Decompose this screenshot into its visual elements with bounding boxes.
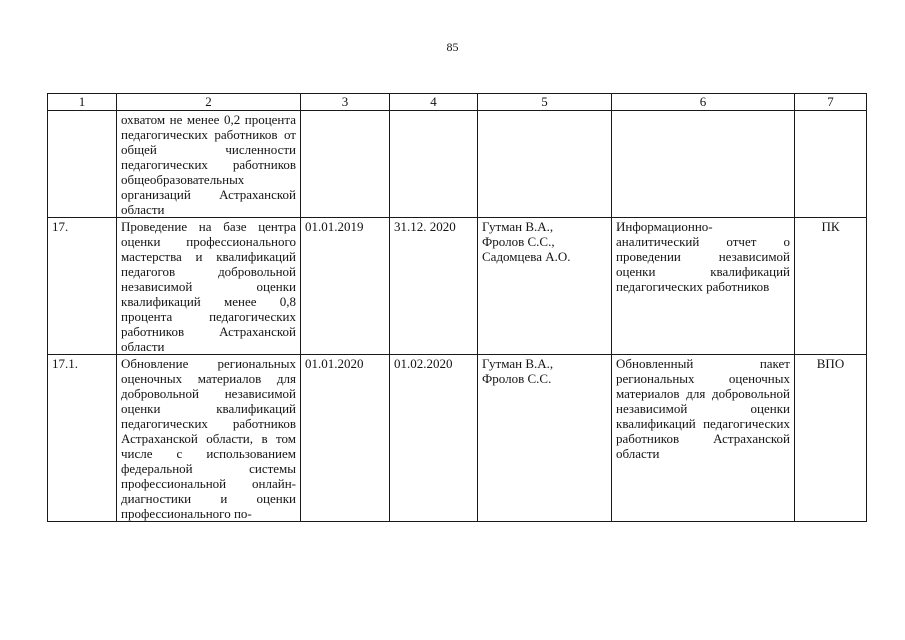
col-header-1: 1 (48, 94, 117, 111)
type-cell: ПК (795, 218, 867, 355)
plan-table (47, 93, 867, 522)
responsible-person: Гутман В.А., (482, 356, 554, 371)
result-cell (612, 111, 795, 218)
start-date: 01.01.2020 (301, 355, 390, 522)
activity-cell: Проведение на базе центра оценки профессионального мастерства и квалификаций педагогов добровольной независимой оценки квалификаций менее 0,8 процента педагогических работников Астраханской области (117, 218, 301, 355)
row-number: 17. (48, 218, 117, 355)
header-row (48, 94, 867, 111)
end-date (390, 111, 478, 218)
col-header-3: 3 (301, 94, 390, 111)
table-row (48, 355, 867, 522)
responsible-person: Фролов С.С., (482, 234, 555, 249)
responsible-cell (478, 111, 612, 218)
responsible-person: Садомцева А.О. (482, 249, 571, 264)
col-header-2: 2 (117, 94, 301, 111)
end-date: 01.02.2020 (390, 355, 478, 522)
responsible-cell (478, 218, 612, 355)
type-cell: ВПО (795, 355, 867, 522)
activity-cell: Обновление региональных оценочных материалов для добровольной независимой оценки квалификаций педагогических работников Астраханской области, в том числе с использованием федеральной системы профессиональной онлайн-диагностики и оценки профессионального по- (117, 355, 301, 522)
responsible-cell (478, 355, 612, 522)
col-header-4: 4 (390, 94, 478, 111)
row-number (48, 111, 117, 218)
table-row (48, 218, 867, 355)
result-cell: Информационно-аналитический отчет о проведении независимой оценки квалификаций педагогических работников (612, 218, 795, 355)
type-cell (795, 111, 867, 218)
col-header-5: 5 (478, 94, 612, 111)
activity-cell: охватом не менее 0,2 процента педагогических работников от общей численности педагогических работников общеобразовательных организаций Астраханской области (117, 111, 301, 218)
responsible-person: Фролов С.С. (482, 371, 552, 386)
row-number: 17.1. (48, 355, 117, 522)
col-header-6: 6 (612, 94, 795, 111)
col-header-7: 7 (795, 94, 867, 111)
start-date: 01.01.2019 (301, 218, 390, 355)
result-cell: Обновленный пакет региональных оценочных материалов для добровольной независимой оценки квалификаций педагогических работников Астраханской области (612, 355, 795, 522)
table-row (48, 111, 867, 218)
end-date: 31.12. 2020 (390, 218, 478, 355)
page-number: 85 (446, 40, 459, 54)
start-date (301, 111, 390, 218)
responsible-person: Гутман В.А., (482, 219, 554, 234)
